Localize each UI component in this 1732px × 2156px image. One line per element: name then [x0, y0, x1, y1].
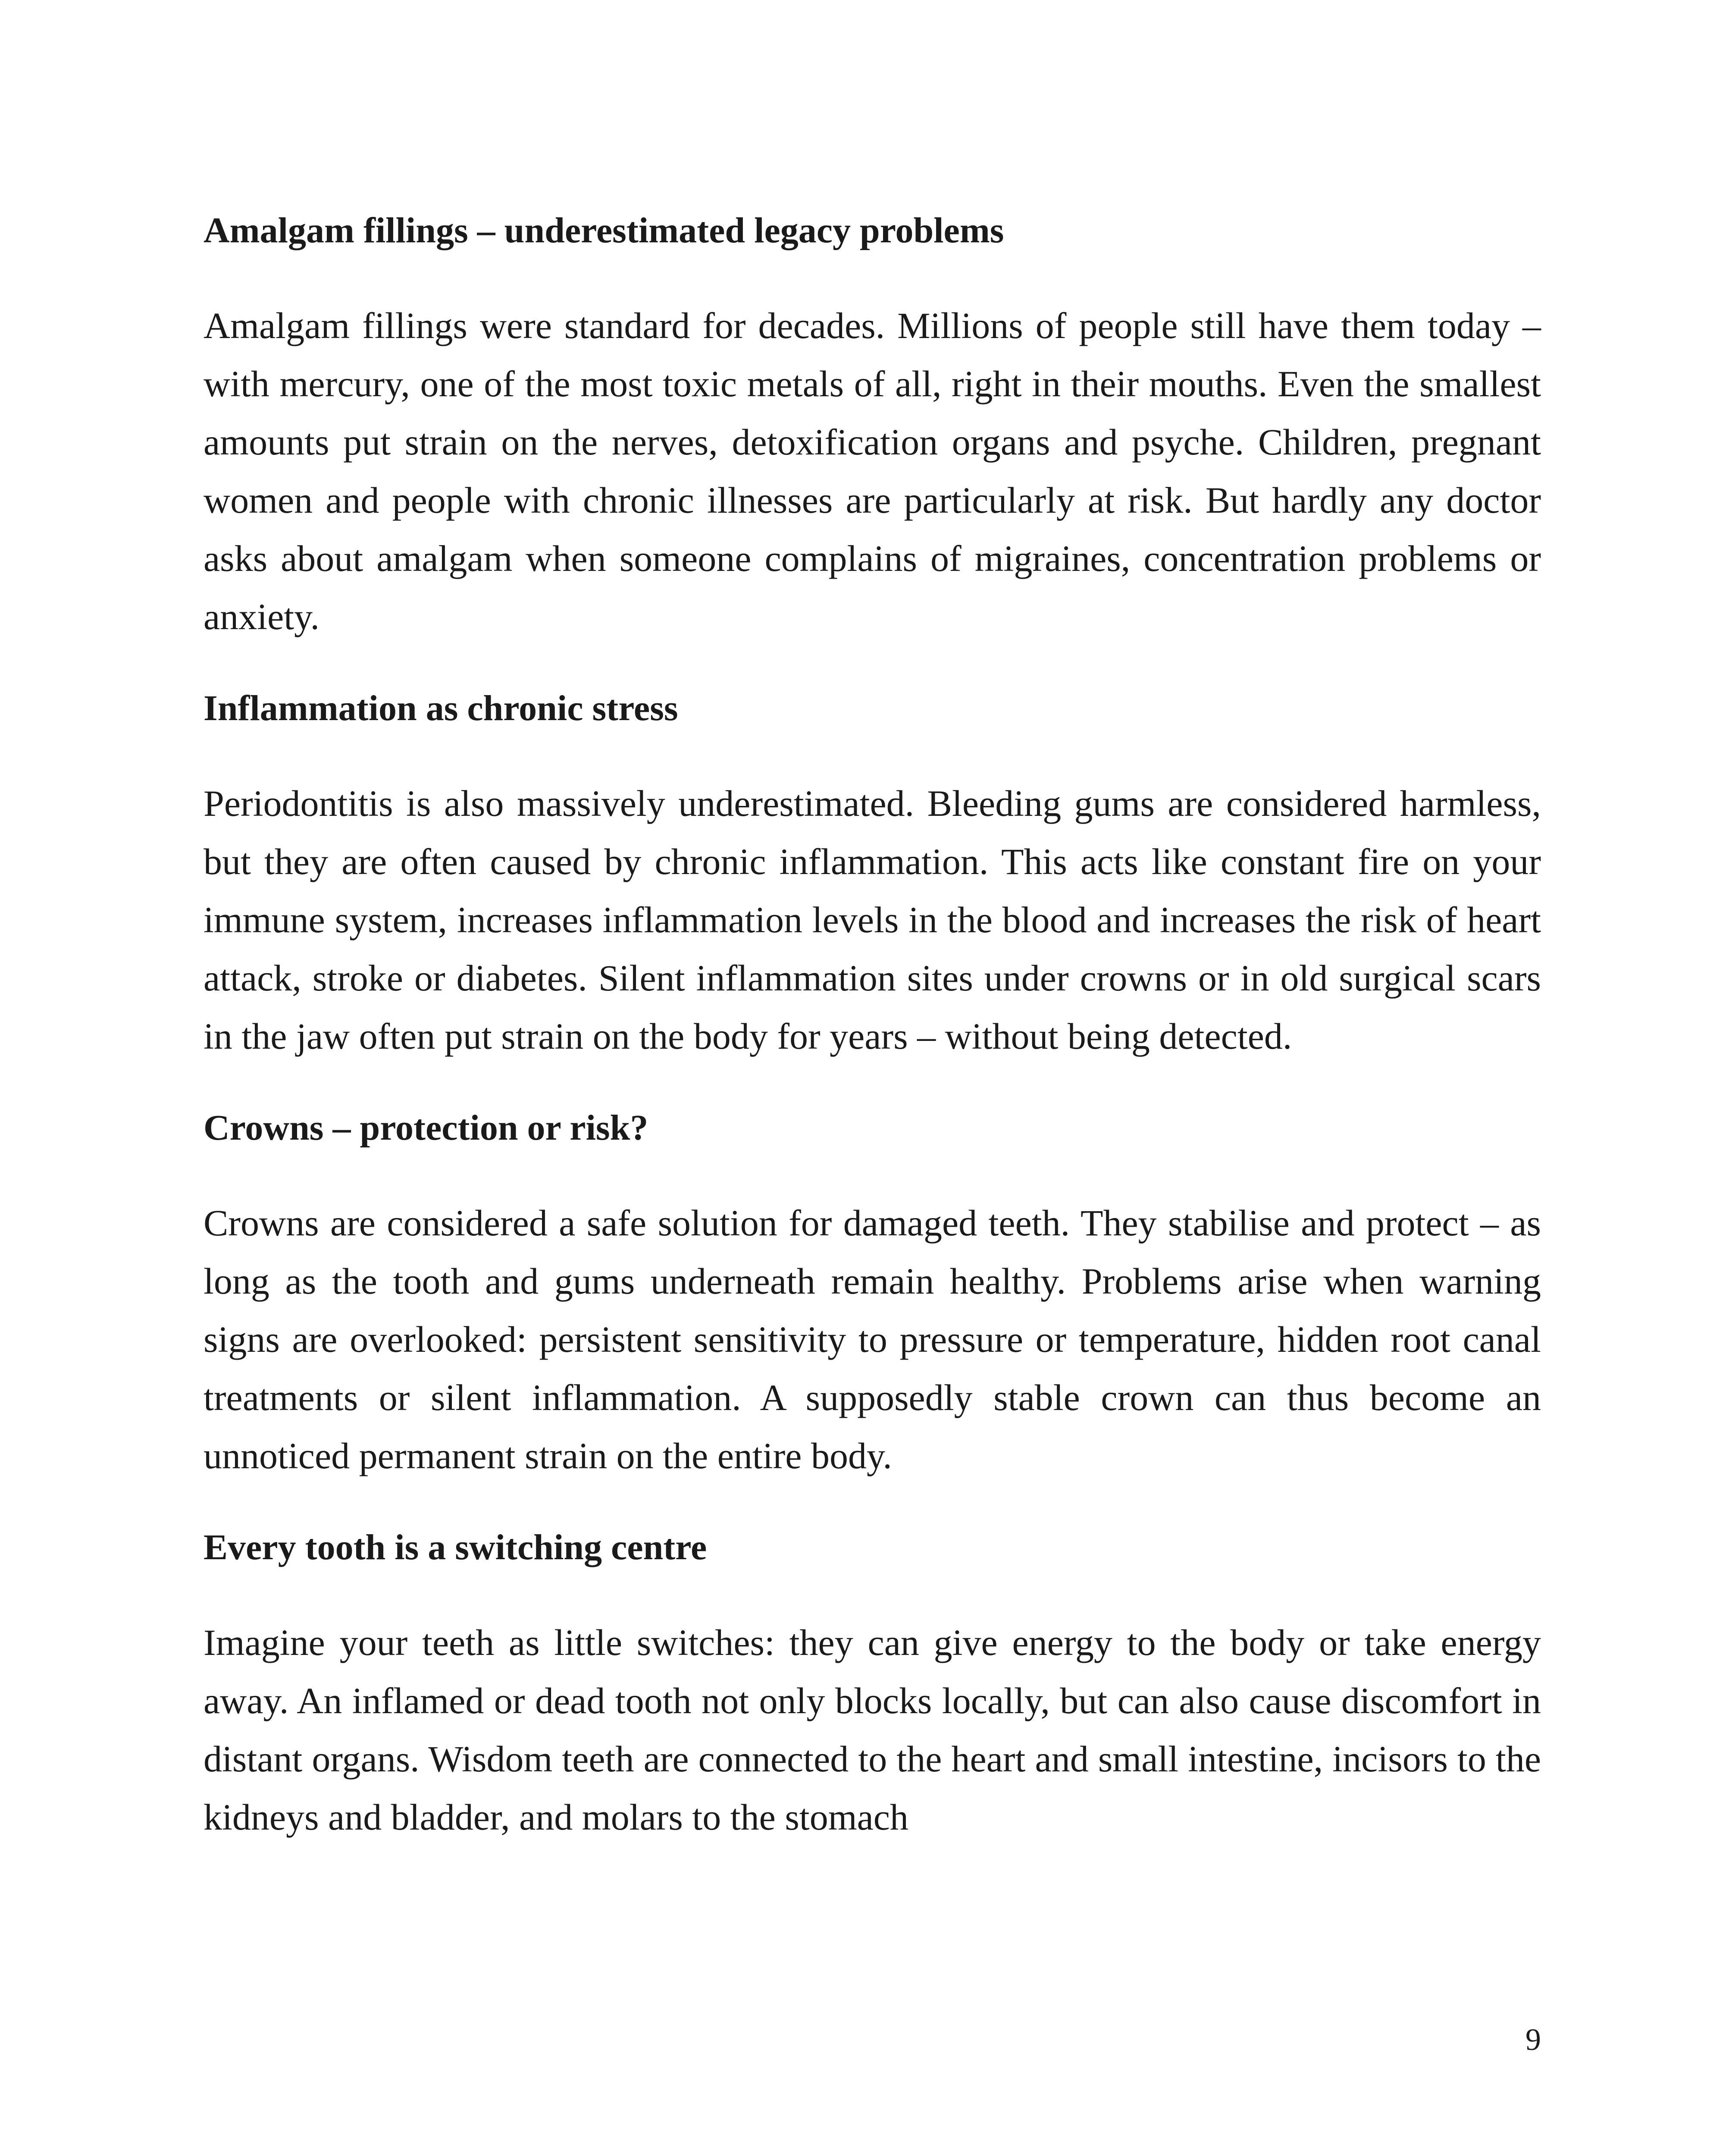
- section-inflammation: [204, 680, 1541, 1065]
- section-heading: Inflammation as chronic stress: [204, 688, 678, 728]
- section-paragraph: Periodontitis is also massively underestimated. Bleeding gums are considered harmless, but they are often caused by chronic inflammation. This acts like constant fire on your immune system, increases inflammation levels in the blood and increases the risk of heart attack, stroke or diabetes. Silent inflammation sites under crowns or in old surgical scars in the jaw often put strain on the body for years – without being detected.: [204, 783, 1541, 1057]
- section-heading: Amalgam fillings – underestimated legacy problems: [204, 210, 1004, 251]
- page-number: 9: [1525, 2022, 1541, 2057]
- section-crowns: [204, 1100, 1541, 1485]
- section-heading: Every tooth is a switching centre: [204, 1527, 707, 1567]
- section-amalgam-fillings: [204, 203, 1541, 646]
- section-heading: Crowns – protection or risk?: [204, 1108, 648, 1148]
- section-switching-centre: [204, 1520, 1541, 1846]
- page-content: [204, 203, 1541, 1846]
- section-paragraph: Imagine your teeth as little switches: they can give energy to the body or take energy away. An inflamed or dead tooth not only blocks locally, but can also cause discomfort in distant organs. Wisdom teeth are connected to the heart and small intestine, incisors to the kidneys and bladder, and molars to the stomach: [204, 1622, 1541, 1838]
- section-paragraph: Amalgam fillings were standard for decades. Millions of people still have them today – with mercury, one of the most toxic metals of all, right in their mouths. Even the smallest amounts put strain on the nerves, detoxification organs and psyche. Children, pregnant women and people with chronic illnesses are particularly at risk. But hardly any doctor asks about amalgam when someone complains of migraines, concentration problems or anxiety.: [204, 305, 1541, 637]
- section-paragraph: Crowns are considered a safe solution for damaged teeth. They stabilise and protect – as long as the tooth and gums underneath remain healthy. Problems arise when warning signs are overlooked: persistent sensitivity to pressure or temperature, hidden root canal treatments or silent inflammation. A supposedly stable crown can thus become an unnoticed permanent strain on the entire body.: [204, 1202, 1541, 1476]
